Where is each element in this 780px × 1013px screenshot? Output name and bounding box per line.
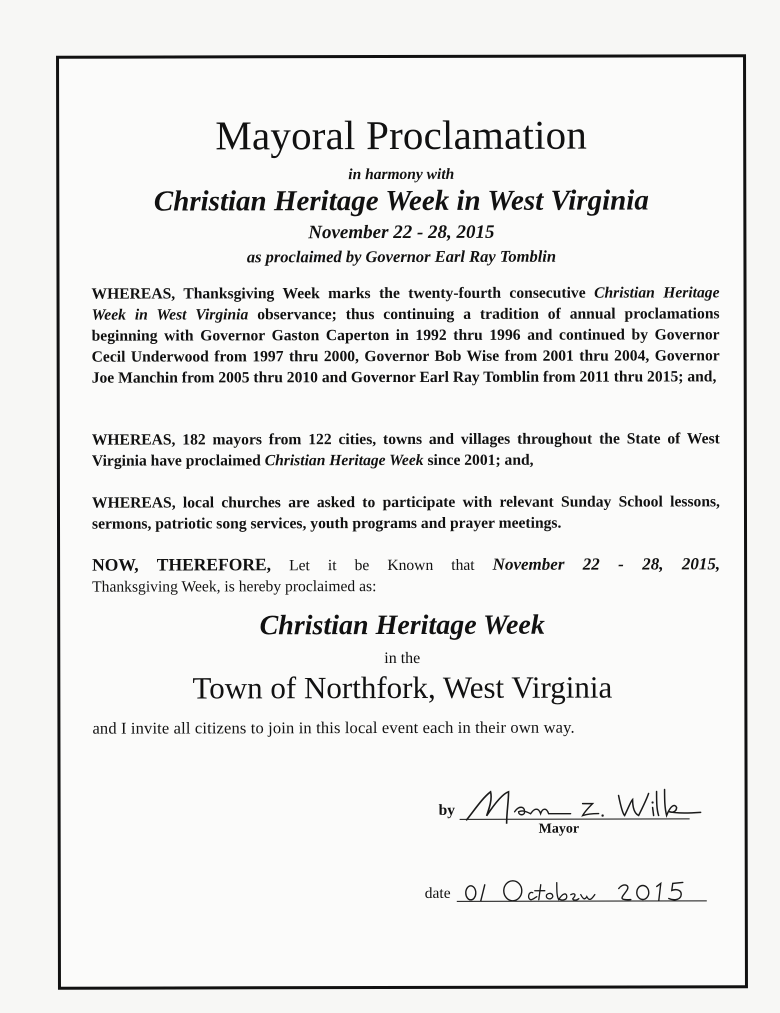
therefore-dates: November 22 - 28, 2015 [492, 554, 716, 574]
p2-rest: since 2001; and, [423, 451, 534, 469]
p1-rest: observance; thus continuing a tradition of annual proclamations beginning with Governor Gaston Caperton in 1992 thru 1996 and continued by Governor Cecil Underwood from 1997 thru 2000, Governor Bob Wise from 2001 thru 2004, Governor Joe Manchin from 2005 thru 2010 and Governor Earl Ray Tomblin from 2011 thru 2015; and, [91, 305, 720, 387]
therefore-paragraph [92, 553, 720, 597]
therefore-lead: NOW, THEREFORE, [92, 554, 272, 575]
town-name: Town of Northfork, West Virginia [192, 669, 613, 706]
whereas-paragraph-2 [92, 428, 720, 471]
document-title: Mayoral Proclamation [215, 111, 588, 159]
handwritten-date [461, 872, 711, 905]
mayor-label: Mayor [538, 821, 580, 837]
signature-block [439, 785, 709, 846]
p1-lead: WHEREAS, Thanksgiving Week marks the twenty-fourth consecutive [91, 284, 595, 303]
proclaimed-event: Christian Heritage Week [259, 609, 545, 642]
mayor-signature [461, 785, 706, 824]
event-dates: November 22 - 28, 2015 [308, 221, 495, 244]
therefore-line-2: Thanksgiving Week, is hereby proclaimed as: [92, 578, 377, 596]
date-block [425, 872, 715, 913]
p2-lead: WHEREAS, 182 mayors from 122 cities, towns and villages throughout the State of West Virginia have proclaimed [91, 430, 720, 470]
harmony-subheading: in harmony with [348, 165, 455, 184]
by-label: by [438, 801, 455, 819]
event-subtitle: Christian Heritage Week in West Virginia [153, 184, 649, 218]
proclaimed-by: as proclaimed by Governor Earl Ray Tomblin [246, 246, 557, 267]
therefore-comma: , [715, 554, 721, 574]
proclamation-document [56, 54, 748, 989]
therefore-line-1 [92, 553, 720, 576]
therefore-middle: Let it be Known that [271, 556, 493, 575]
whereas-paragraph-1 [92, 282, 720, 388]
p1-italic: Christian Heritage Week in West Virginia [91, 284, 720, 324]
p2-italic: Christian Heritage Week [264, 451, 424, 470]
date-label: date [424, 884, 451, 902]
in-the-label: in the [384, 649, 421, 668]
invitation-text: and I invite all citizens to join in this local event each in their own way. [92, 717, 575, 738]
whereas-paragraph-3: WHEREAS, local churches are asked to participate with relevant Sunday School lessons, sermons, patriotic song services, youth programs and prayer meetings. [91, 493, 720, 533]
